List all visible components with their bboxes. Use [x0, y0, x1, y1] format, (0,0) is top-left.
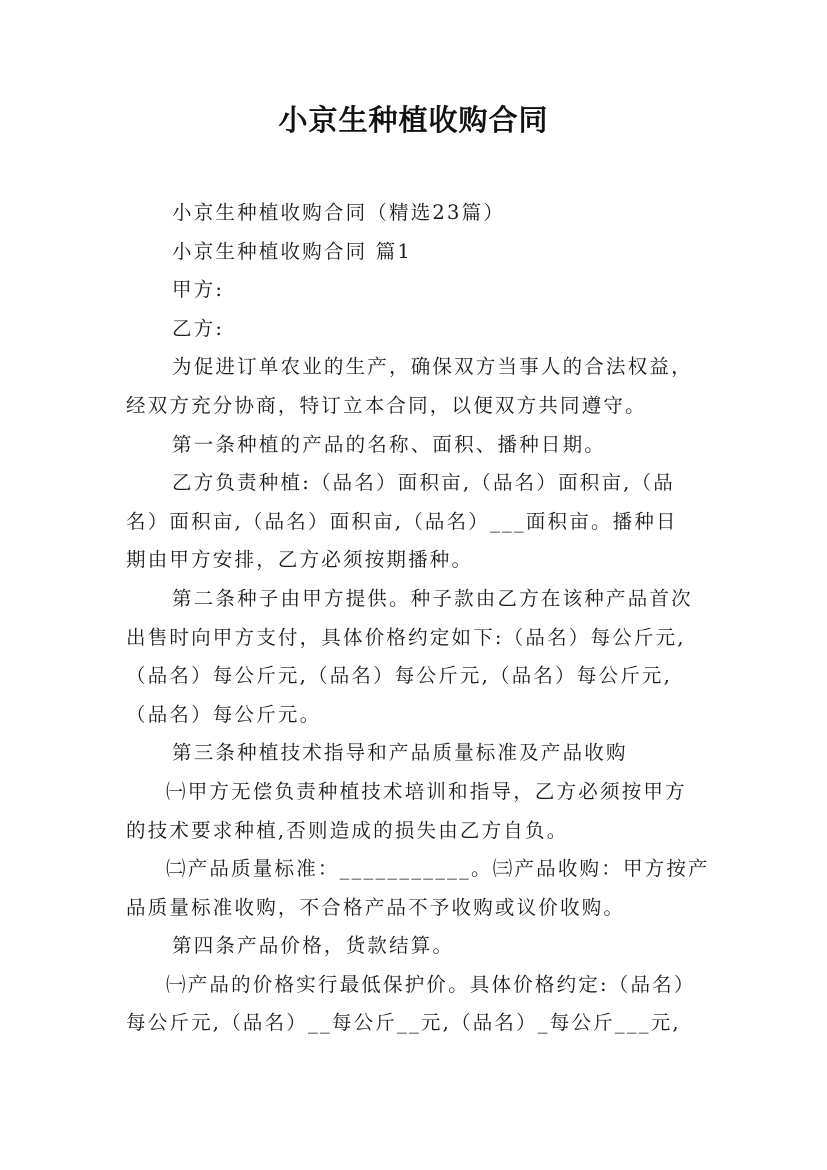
paragraph-line: ㈡产品质量标准：___________。㈢产品收购：甲方按产 — [166, 857, 710, 881]
paragraph-line: 经双方充分协商，特订立本合同，以便双方共同遵守。 — [126, 393, 647, 417]
paragraph-line: （品名）每公斤元。 — [126, 702, 322, 726]
paragraph-line: 小京生种植收购合同 篇1 — [172, 239, 413, 263]
paragraph-line: （品名）每公斤元,（品名）每公斤元,（品名）每公斤元, — [126, 664, 672, 688]
paragraph-line: 乙方负责种植:（品名）面积亩,（品名）面积亩,（品 — [172, 471, 675, 495]
document-title: 小京生种植收购合同 — [278, 103, 549, 137]
paragraph-line: 名）面积亩,（品名）面积亩,（品名）___面积亩。播种日 — [126, 509, 678, 533]
paragraph-line: 小京生种植收购合同（精选23篇） — [172, 201, 506, 224]
document-body — [126, 194, 726, 1043]
paragraph-line: 期由甲方安排，乙方必须按期播种。 — [126, 548, 474, 572]
paragraph-line: 出售时向甲方支付，具体价格约定如下:（品名）每公斤元, — [126, 625, 686, 649]
paragraph-line: 甲方: — [172, 278, 225, 302]
paragraph-line: 第三条种植技术指导和产品质量标准及产品收购 — [172, 741, 628, 765]
paragraph-line: 每公斤元,（品名）__每公斤__元,（品名）_每公斤___元, — [126, 1011, 681, 1035]
paragraph-line: 品质量标准收购，不合格产品不予收购或议价收购。 — [126, 895, 626, 919]
paragraph-line: ㈠产品的价格实行最低保护价。具体价格约定:（品名） — [166, 972, 696, 996]
paragraph-line: ㈠甲方无偿负责种植技术培训和指导，乙方必须按甲方 — [166, 779, 687, 803]
paragraph-line: 乙方: — [172, 316, 225, 340]
paragraph-line: 第一条种植的产品的名称、面积、播种日期。 — [172, 432, 607, 456]
paragraph-line: 为促进订单农业的生产，确保双方当事人的合法权益， — [172, 355, 693, 379]
paragraph-line: 的技术要求种植,否则造成的损失由乙方自负。 — [126, 818, 569, 842]
paragraph-line: 第二条种子由甲方提供。种子款由乙方在该种产品首次 — [172, 586, 693, 610]
paragraph-line: 第四条产品价格，货款结算。 — [172, 934, 455, 958]
